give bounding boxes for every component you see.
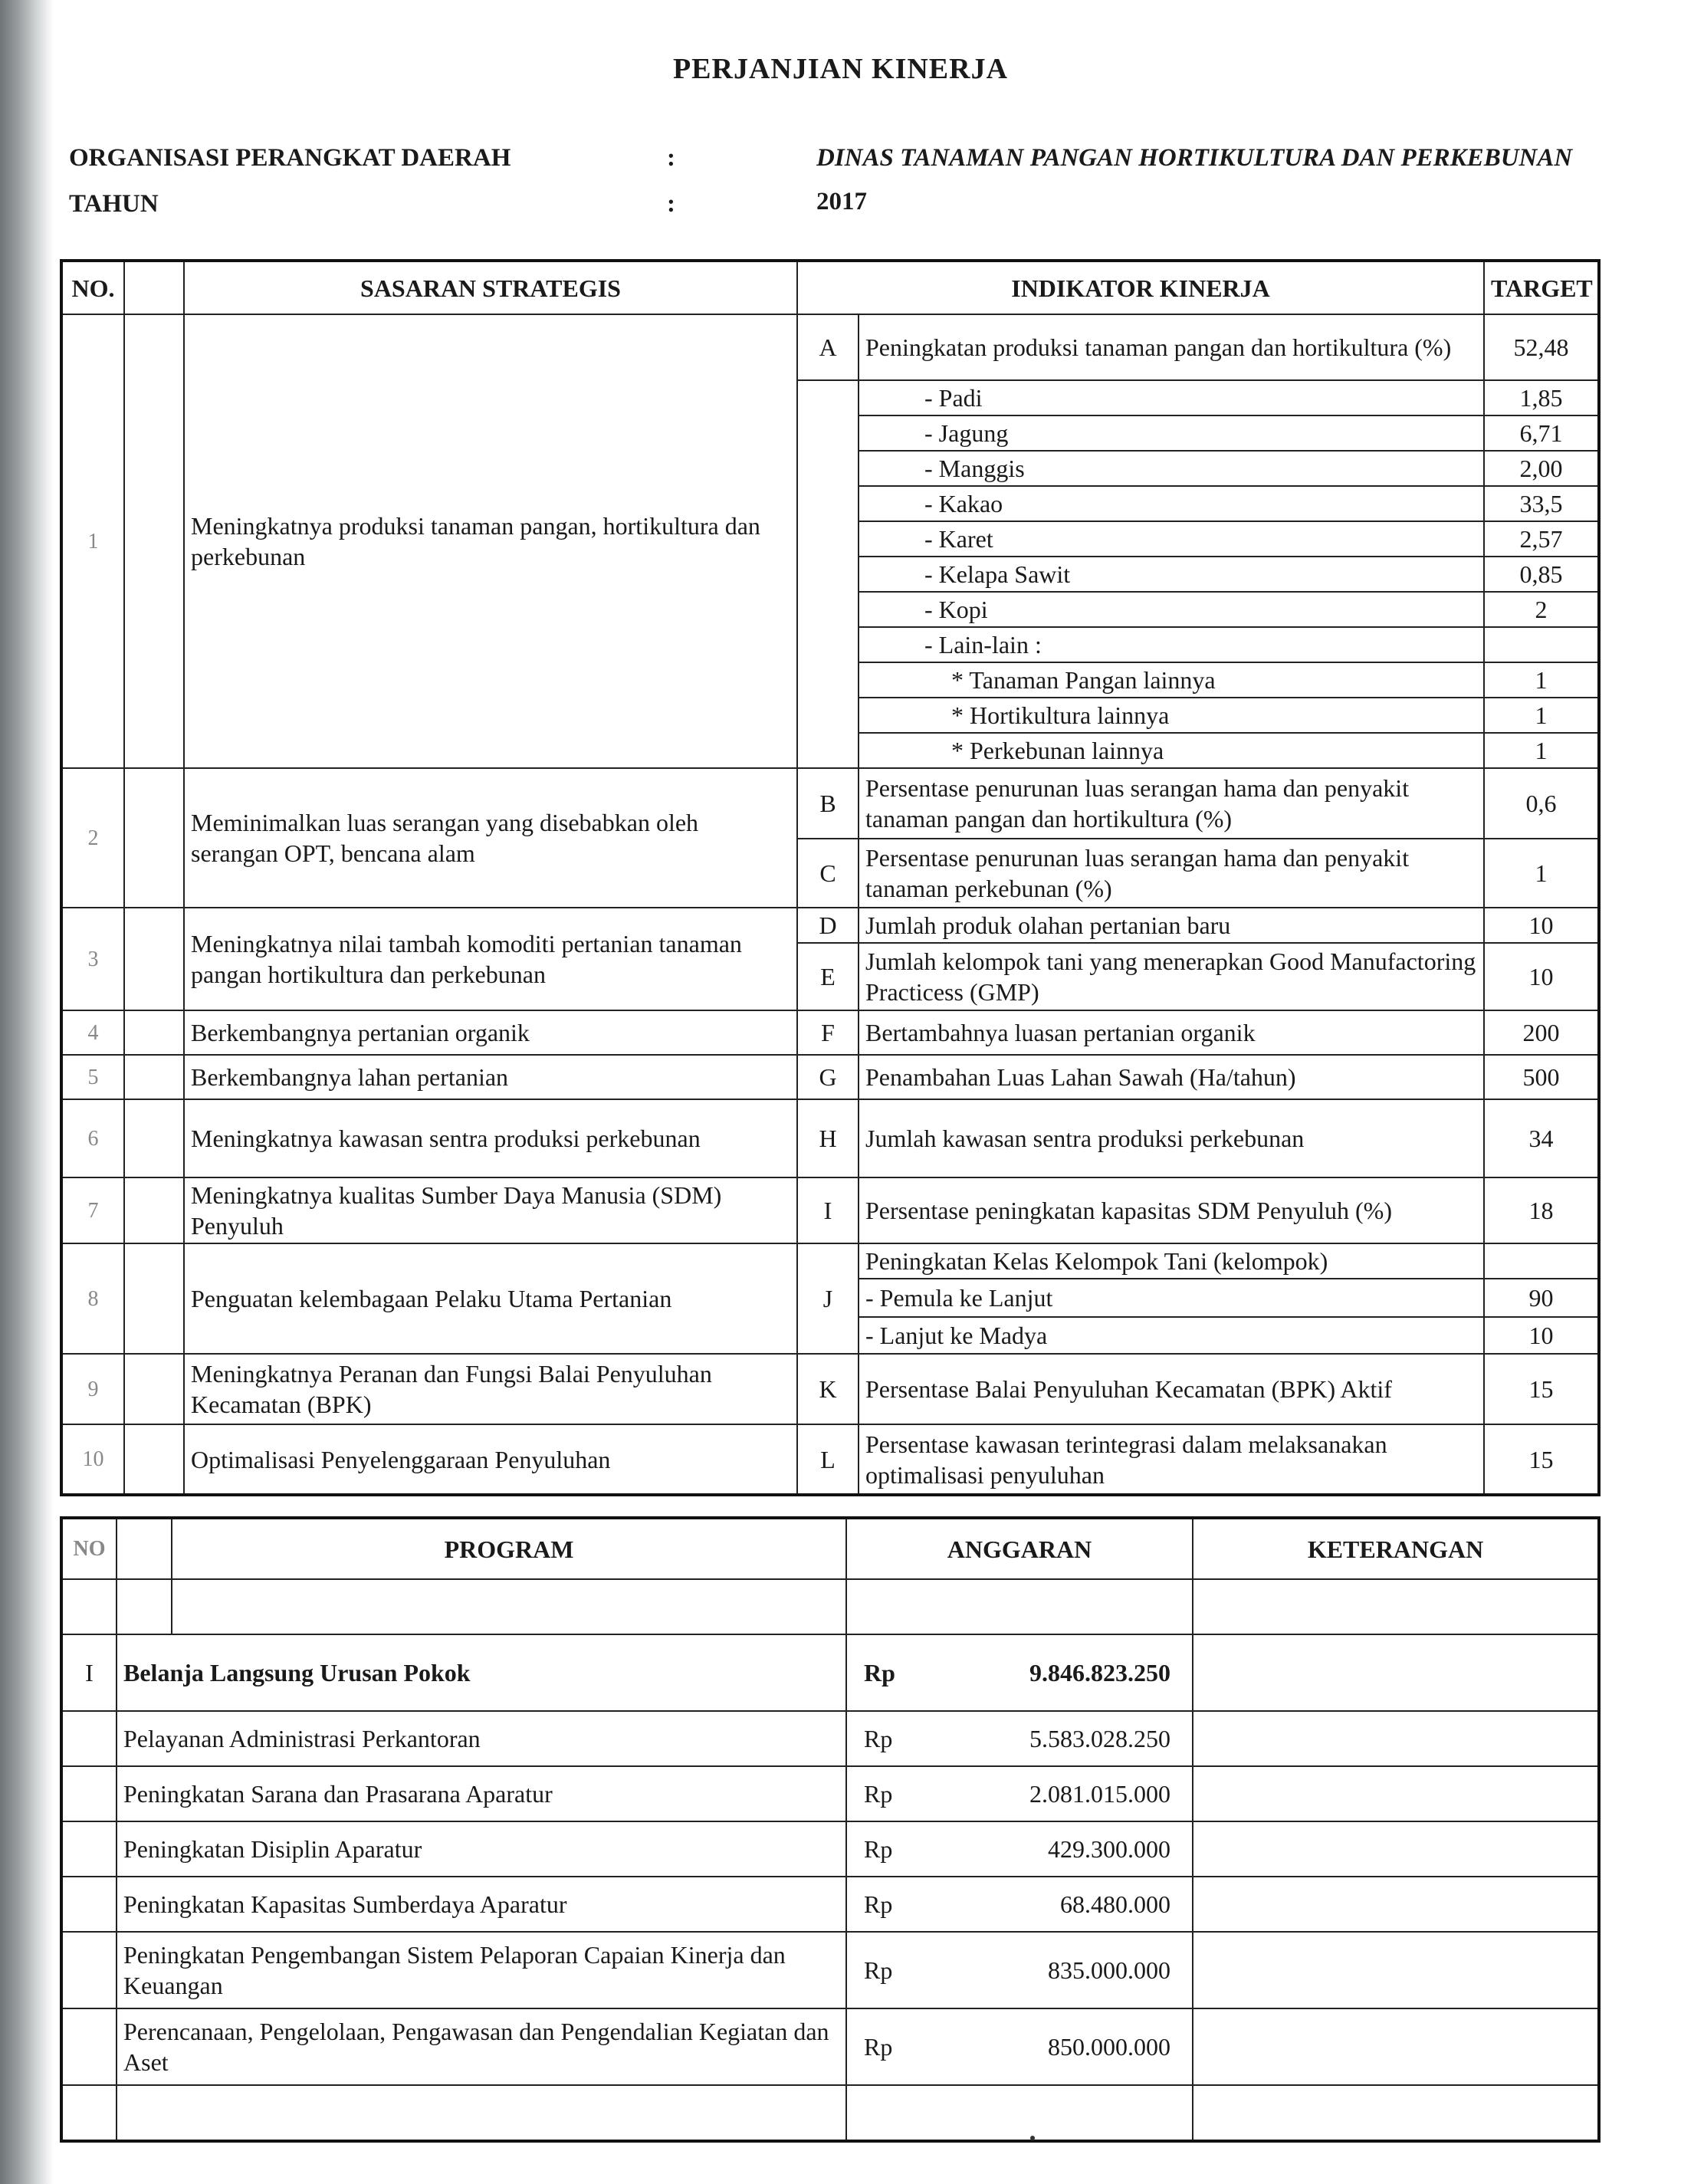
table-row xyxy=(61,1354,1599,1424)
header-anggaran: ANGGARAN xyxy=(846,1518,1193,1579)
indikator-cell: Jumlah produk olahan pertanian baru xyxy=(859,908,1484,943)
scan-speck xyxy=(1030,2136,1035,2140)
kinerja-header-row xyxy=(61,261,1599,314)
sasaran-cell: Optimalisasi Penyelenggaraan Penyuluhan xyxy=(184,1424,797,1495)
program-cell: Peningkatan Pengembangan Sistem Pelaporan Capaian Kinerja dan Keuangan xyxy=(117,1932,846,2008)
sasaran-cell: Meningkatnya produksi tanaman pangan, hortikultura dan perkebunan xyxy=(184,314,797,768)
header-blank xyxy=(117,1518,172,1579)
target-cell: 15 xyxy=(1484,1354,1599,1424)
target-cell: 500 xyxy=(1484,1055,1599,1099)
blank-cell xyxy=(124,314,184,768)
currency-label: Rp xyxy=(864,2033,893,2061)
blank-cell xyxy=(124,1010,184,1055)
item-target: 2,00 xyxy=(1484,451,1599,486)
amount-value: 835.000.000 xyxy=(1048,1956,1170,1984)
table-row xyxy=(61,1055,1599,1099)
currency-label: Rp xyxy=(864,1780,893,1808)
year-value: 2017 xyxy=(816,188,867,215)
item-target: 90 xyxy=(1484,1279,1599,1317)
indikator-letter: A xyxy=(797,314,859,380)
target-cell: 0,6 xyxy=(1484,768,1599,839)
subitem-target: 1 xyxy=(1484,662,1599,698)
program-cell: Belanja Langsung Urusan Pokok xyxy=(117,1634,846,1711)
header-no: NO. xyxy=(61,261,124,314)
row-number: 3 xyxy=(61,908,124,1010)
subitem-label: * Perkebunan lainnya xyxy=(859,733,1484,768)
indikator-letter: E xyxy=(797,943,859,1010)
table-row xyxy=(61,908,1599,943)
indikator-cell: Persentase peningkatan kapasitas SDM Penyuluh (%) xyxy=(859,1177,1484,1243)
target-cell: 15 xyxy=(1484,1424,1599,1495)
header-indikator: INDIKATOR KINERJA xyxy=(797,261,1484,314)
anggaran-cell xyxy=(846,1766,1193,1821)
indikator-letter: B xyxy=(797,768,859,839)
target-cell: 1 xyxy=(1484,839,1599,908)
item-target: 2,57 xyxy=(1484,521,1599,557)
currency-label: Rp xyxy=(864,1659,895,1686)
header-sasaran: SASARAN STRATEGIS xyxy=(184,261,797,314)
table-row xyxy=(61,1634,1599,1711)
keterangan-cell xyxy=(1193,1821,1599,1877)
item-target: 33,5 xyxy=(1484,486,1599,521)
document-title: PERJANJIAN KINERJA xyxy=(672,53,1009,85)
subitem-label: * Tanaman Pangan lainnya xyxy=(859,662,1484,698)
target-cell: 10 xyxy=(1484,908,1599,943)
amount-value: 5.583.028.250 xyxy=(1029,1725,1170,1752)
keterangan-cell xyxy=(1193,1711,1599,1766)
blank-cell xyxy=(124,908,184,1010)
indikator-letter: F xyxy=(797,1010,859,1055)
blank-cell xyxy=(797,380,859,768)
empty-row xyxy=(61,2085,1599,2141)
target-cell: 10 xyxy=(1484,943,1599,1010)
subitem-target: 1 xyxy=(1484,733,1599,768)
program-table xyxy=(60,1516,1601,2143)
row-number: 7 xyxy=(61,1177,124,1243)
header-blank xyxy=(124,261,184,314)
indikator-cell: Penambahan Luas Lahan Sawah (Ha/tahun) xyxy=(859,1055,1484,1099)
sasaran-cell: Berkembangnya lahan pertanian xyxy=(184,1055,797,1099)
row-number: 1 xyxy=(61,314,124,768)
blank-cell xyxy=(124,1099,184,1177)
indikator-letter: H xyxy=(797,1099,859,1177)
org-colon: : xyxy=(667,144,675,172)
blank-cell xyxy=(124,1177,184,1243)
currency-label: Rp xyxy=(864,1835,893,1863)
target-cell: 18 xyxy=(1484,1177,1599,1243)
program-cell: Peningkatan Disiplin Aparatur xyxy=(117,1821,846,1877)
row-number: 2 xyxy=(61,768,124,908)
row-number: 9 xyxy=(61,1354,124,1424)
amount-value: 68.480.000 xyxy=(1060,1890,1170,1918)
sasaran-cell: Meningkatnya nilai tambah komoditi pertanian tanaman pangan hortikultura dan perkebunan xyxy=(184,908,797,1010)
indikator-letter: K xyxy=(797,1354,859,1424)
keterangan-cell xyxy=(1193,2008,1599,2085)
row-number: 8 xyxy=(61,1243,124,1354)
target-cell: 34 xyxy=(1484,1099,1599,1177)
indikator-cell: Jumlah kelompok tani yang menerapkan Good Manufactoring Practicess (GMP) xyxy=(859,943,1484,1010)
row-number: I xyxy=(61,1634,117,1711)
keterangan-cell xyxy=(1193,1877,1599,1932)
currency-label: Rp xyxy=(864,1890,893,1918)
item-label: - Lain-lain : xyxy=(859,627,1484,662)
anggaran-cell xyxy=(846,1932,1193,2008)
item-target xyxy=(1484,627,1599,662)
row-number: 10 xyxy=(61,1424,124,1495)
indikator-letter: G xyxy=(797,1055,859,1099)
anggaran-cell xyxy=(846,1877,1193,1932)
indikator-cell: Peningkatan produksi tanaman pangan dan hortikultura (%) xyxy=(859,314,1484,380)
table-row xyxy=(61,1821,1599,1877)
org-label: ORGANISASI PERANGKAT DAERAH xyxy=(69,144,511,172)
amount-value: 9.846.823.250 xyxy=(1029,1659,1170,1686)
indikator-cell: Jumlah kawasan sentra produksi perkebunan xyxy=(859,1099,1484,1177)
table-row xyxy=(61,1766,1599,1821)
item-label: - Manggis xyxy=(859,451,1484,486)
amount-value: 850.000.000 xyxy=(1048,2033,1170,2061)
sasaran-cell: Berkembangnya pertanian organik xyxy=(184,1010,797,1055)
item-label: - Pemula ke Lanjut xyxy=(859,1279,1484,1317)
indikator-cell: Persentase kawasan terintegrasi dalam melaksanakan optimalisasi penyuluhan xyxy=(859,1424,1484,1495)
indikator-cell: Persentase penurunan luas serangan hama dan penyakit tanaman perkebunan (%) xyxy=(859,839,1484,908)
program-cell: Pelayanan Administrasi Perkantoran xyxy=(117,1711,846,1766)
table-row xyxy=(61,1877,1599,1932)
anggaran-cell xyxy=(846,1711,1193,1766)
header-target: TARGET xyxy=(1484,261,1599,314)
indikator-cell: Bertambahnya luasan pertanian organik xyxy=(859,1010,1484,1055)
table-row xyxy=(61,1177,1599,1243)
header-program: PROGRAM xyxy=(172,1518,846,1579)
item-label: - Karet xyxy=(859,521,1484,557)
anggaran-cell xyxy=(846,1634,1193,1711)
blank-cell xyxy=(124,1354,184,1424)
header-keterangan: KETERANGAN xyxy=(1193,1518,1599,1579)
table-row xyxy=(61,768,1599,839)
row-number: 6 xyxy=(61,1099,124,1177)
blank-cell xyxy=(124,768,184,908)
subitem-target: 1 xyxy=(1484,698,1599,733)
item-label: - Padi xyxy=(859,380,1484,415)
indikator-cell: Persentase Balai Penyuluhan Kecamatan (BPK) Aktif xyxy=(859,1354,1484,1424)
table-row xyxy=(61,1424,1599,1495)
table-row xyxy=(61,314,1599,380)
indikator-letter: C xyxy=(797,839,859,908)
table-row xyxy=(61,1010,1599,1055)
item-label: - Kakao xyxy=(859,486,1484,521)
sasaran-cell: Meningkatnya kawasan sentra produksi perkebunan xyxy=(184,1099,797,1177)
currency-label: Rp xyxy=(864,1725,893,1752)
sasaran-cell: Meminimalkan luas serangan yang disebabkan oleh serangan OPT, bencana alam xyxy=(184,768,797,908)
row-number: 4 xyxy=(61,1010,124,1055)
sasaran-cell: Meningkatnya Peranan dan Fungsi Balai Penyuluhan Kecamatan (BPK) xyxy=(184,1354,797,1424)
year-colon: : xyxy=(667,190,675,218)
indikator-cell: Persentase penurunan luas serangan hama dan penyakit tanaman pangan dan hortikultura (%) xyxy=(859,768,1484,839)
indikator-letter: I xyxy=(797,1177,859,1243)
amount-value: 2.081.015.000 xyxy=(1029,1780,1170,1808)
indikator-letter: L xyxy=(797,1424,859,1495)
item-label: - Lanjut ke Madya xyxy=(859,1317,1484,1354)
currency-label: Rp xyxy=(864,1956,893,1984)
keterangan-cell xyxy=(1193,1634,1599,1711)
indikator-cell: Peningkatan Kelas Kelompok Tani (kelompok) xyxy=(859,1243,1484,1279)
subitem-label: * Hortikultura lainnya xyxy=(859,698,1484,733)
table-row xyxy=(61,1932,1599,2008)
keterangan-cell xyxy=(1193,1932,1599,2008)
indikator-letter: D xyxy=(797,908,859,943)
item-target: 1,85 xyxy=(1484,380,1599,415)
item-label: - Jagung xyxy=(859,415,1484,451)
program-cell: Peningkatan Sarana dan Prasarana Aparatur xyxy=(117,1766,846,1821)
blank-cell xyxy=(124,1055,184,1099)
program-cell: Peningkatan Kapasitas Sumberdaya Aparatur xyxy=(117,1877,846,1932)
blank-cell xyxy=(124,1243,184,1354)
header-no: NO xyxy=(61,1518,117,1579)
keterangan-cell xyxy=(1193,1766,1599,1821)
scan-shadow-edge xyxy=(0,0,54,2184)
anggaran-cell xyxy=(846,2008,1193,2085)
item-label: - Kopi xyxy=(859,592,1484,627)
item-target: 0,85 xyxy=(1484,557,1599,592)
program-header-row xyxy=(61,1518,1599,1579)
item-target: 6,71 xyxy=(1484,415,1599,451)
table-row xyxy=(61,2008,1599,2085)
item-label: - Kelapa Sawit xyxy=(859,557,1484,592)
item-target: 2 xyxy=(1484,592,1599,627)
sasaran-cell: Penguatan kelembagaan Pelaku Utama Pertanian xyxy=(184,1243,797,1354)
table-row xyxy=(61,1243,1599,1279)
year-label: TAHUN xyxy=(69,190,159,218)
indikator-letter: J xyxy=(797,1243,859,1354)
spacer-row xyxy=(61,1579,1599,1634)
item-target: 10 xyxy=(1484,1317,1599,1354)
table-row xyxy=(61,1711,1599,1766)
anggaran-cell xyxy=(846,1821,1193,1877)
target-cell: 200 xyxy=(1484,1010,1599,1055)
row-number: 5 xyxy=(61,1055,124,1099)
table-row xyxy=(61,1099,1599,1177)
org-value: DINAS TANAMAN PANGAN HORTIKULTURA DAN PERKEBUNAN xyxy=(816,144,1573,172)
sasaran-cell: Meningkatnya kualitas Sumber Daya Manusia (SDM) Penyuluh xyxy=(184,1177,797,1243)
target-cell: 52,48 xyxy=(1484,314,1599,380)
program-cell: Perencanaan, Pengelolaan, Pengawasan dan Pengendalian Kegiatan dan Aset xyxy=(117,2008,846,2085)
blank-target xyxy=(1484,1243,1599,1279)
kinerja-table xyxy=(60,259,1601,1496)
blank-cell xyxy=(124,1424,184,1495)
amount-value: 429.300.000 xyxy=(1048,1835,1170,1863)
